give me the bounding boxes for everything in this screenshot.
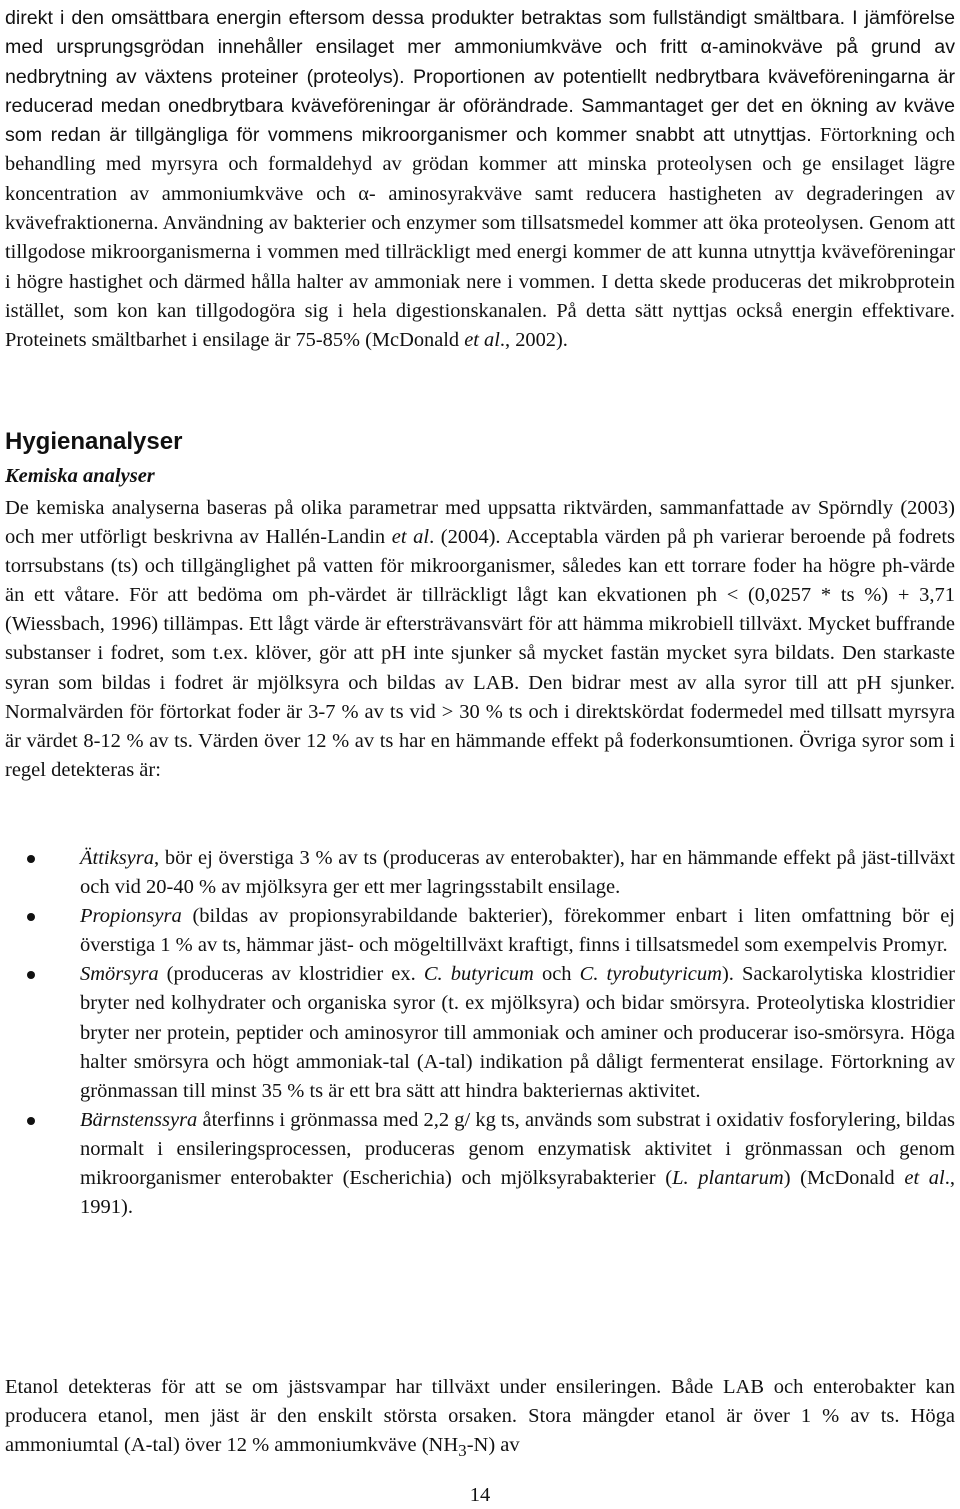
- acid-list: [5, 844, 955, 1222]
- chem-etal: et al: [391, 526, 430, 549]
- list-item-attiksyra: [5, 844, 955, 902]
- intro-citation-end: ., 2002).: [499, 329, 568, 352]
- acid-name: Propionsyra: [80, 905, 182, 928]
- list-item-smorsyra: Smörsyra (produceras av klostridier ex. C. butyricum och C. tyrobutyricum). Sackarolytiska klostridier bryter ned kolhydrater och organiska syror (t. ex mjölksyra) och bidar smörsyra. Proteolytiska klostridier bryter ner protein, peptider och aminosyror till ammoniak och aminer och producerar iso-smörsyra. Höga halter smörsyra och högt ammoniak-tal (A-tal) indikation på dåligt fermenterat ensilage. Förtorkning av grönmassan till minst 35 % ts är ett bra sätt att hindra bakteriernas aktivitet.: [5, 960, 955, 1105]
- list-item-barnstenssyra: Bärnstenssyra återfinns i grönmassa med 2,2 g/ kg ts, används som substrat i oxidativ fosforylering, bildas normalt i ensileringsprocessen, produceras genom enzymatisk aktivitet i grönmassan och genom mikroorganismer enterobakter (Escherichia) och mjölksyrabakterier (L. plantarum) (McDonald et al., 1991).: [5, 1106, 955, 1222]
- bullet-icon: [27, 1117, 35, 1125]
- citation-etal: et al: [904, 1167, 945, 1190]
- species-name: C. butyricum: [423, 963, 534, 986]
- page-number: 14: [469, 1484, 491, 1506]
- acid-description: (bildas av propionsyrabildande bakterier), förekommer enbart i liten omfattning bör ej överstiga 1 % av ts, hämmar jäst- och mögeltillväxt kraftigt, finns i tillsatsmedel som exempelvis Promyr.: [80, 905, 955, 957]
- acid-description: ). Sackarolytiska klostridier bryter ned kolhydrater och organiska syror (t. ex mjölksyra) och bidar smörsyra. Proteolytiska klostridier bryter ner protein, peptider och aminosyror till ammoniak och aminer och producerar iso-smörsyra. Höga halter smörsyra och högt ammoniak-tal (A-tal) indikation på dåligt fermenterat ensilage. Förtorkning av grönmassan till minst 35 % ts är ett bra sätt att hindra bakteriernas aktivitet.: [80, 963, 956, 1102]
- bullet-icon: [27, 913, 35, 921]
- ethanol-paragraph: Etanol detekteras för att se om jästsvampar har tillväxt under ensileringen. Både LAB och enterobakter kan producera etanol, men jäst är den enskilt största orsaken. Stora mängder etanol är över 1 % av ts. Höga ammoniumtal (A-tal) över 12 % ammoniumkväve $(NH_3-N)$ av: [5, 1376, 955, 1461]
- subscript-3: 3: [458, 1441, 467, 1461]
- section-heading: Hygienanalyser: [5, 428, 183, 455]
- acid-description: återfinns i grönmassa med 2,2 g/ kg ts, används som substrat i oxidativ fosforylering, bildas normalt i ensileringsprocessen, produceras genom enzymatisk aktivitet i grönmassan och genom mikroorganismer enterobakter (Escherichia) och mjölksyrabakterier (: [80, 1108, 955, 1190]
- acid-name: Ättiksyra: [80, 847, 155, 869]
- bullet-icon: [27, 971, 35, 979]
- intro-text-part2: Förtorkning och behandling med myrsyra och formaldehyd av grödan kommer att minska proteolysen och ge ensilaget lägre koncentration av ammoniumkväve och α- aminosyrakväve samt reducera hastigheten av degraderingen av kvävefraktionerna. Användning av bakterier och enzymer som tillsatsmedel kommer att öka proteolysen. Genom att tillgodose mikroorganismerna i vommen med tillräckligt med energi kommer de att kunna utnyttja kväveföreningar i högre hastighet och därmed hålla halter av ammoniak nere i vommen. I detta skede produceras det mikrobprotein istället, som kon kan tillgodogöra sig i hela digestionskanalen. På detta sätt nyttjas också energin effektivare. Proteinets smältbarhet i ensilage är 75-85% (McDonald: [5, 124, 955, 352]
- list-item-propionsyra: [5, 902, 955, 960]
- species-name: L. plantarum: [672, 1167, 784, 1190]
- document-page: [5, 0, 956, 1461]
- bullet-icon: [27, 855, 35, 863]
- chem-analysis-paragraph: [5, 494, 955, 785]
- subsection-heading: Kemiska analyser: [5, 465, 155, 487]
- intro-paragraph: [5, 0, 955, 356]
- acid-description: , bör ej överstiga 3 % av ts (produceras av enterobakter), har en hämmande effekt på jäst-tillväxt och vid 20-40 % av mjölksyra ger ett mer lagringsstabilt ensilage.: [80, 847, 955, 899]
- intro-etal: et al: [464, 329, 500, 352]
- species-name: C. tyrobutyricum: [579, 963, 722, 986]
- intro-text-part1: direkt i den omsättbara energin eftersom dessa produkter betraktas som fullständigt smältbara. I jämförelse med ursprungsgrödan innehåller ensilaget mer ammoniumkväve och fritt α-aminokväve på grund av nedbrytning av växtens proteiner (proteolys). Proportionen av potentiellt nedbrytbara kväveföreningarna är reducerad medan onedbrytbara kväveföreningar är oförändrade. Sammantaget ger det en ökning av kväve som redan är tillgängliga för vommens mikroorganismer och kommer snabbt att utnyttjas.: [5, 7, 955, 147]
- chem-text-b: . (2004). Acceptabla värden på ph varierar beroende på fodrets torrsubstans (ts) och tillgänglighet på vatten för mikroorganismer, således kan ett torrare foder ha högre ph-värde än ett våtare. För att bedöma om ph-värdet är tillräckligt lågt kan ekvationen ph < (0,0257 * ts %) + 3,71 (Wiessbach, 1996) tillämpas. Ett lågt värde är eftersträvansvärt för att hämma mikrobiell tillväxt. Mycket buffrande substanser i fodret, som t.ex. klöver, gör att pH inte sjunker så mycket fastän mycket syra bildats. Den starkaste syran som bildas i fodret är mjölksyra och bildas av LAB. Den bidrar mest av alla syror till att pH sjunker. Normalvärden för förtorkat foder är 3-7 % av ts vid > 30 % ts och i direktskördat fodermedel med tillsatt myrsyra är värdet 8-12 % av ts. Värden över 12 % av ts har en hämmande effekt på foderkonsumtionen. Övriga syror som i regel detekteras är:: [5, 526, 955, 781]
- acid-name: Smörsyra: [80, 963, 159, 986]
- chem-text-a: De kemiska analyserna baseras på olika parametrar med uppsatta riktvärden, sammanfattade av Spörndly (2003) och mer utförligt beskrivna av Hallén-Landin: [5, 497, 955, 549]
- acid-name: Bärnstenssyra: [80, 1108, 198, 1131]
